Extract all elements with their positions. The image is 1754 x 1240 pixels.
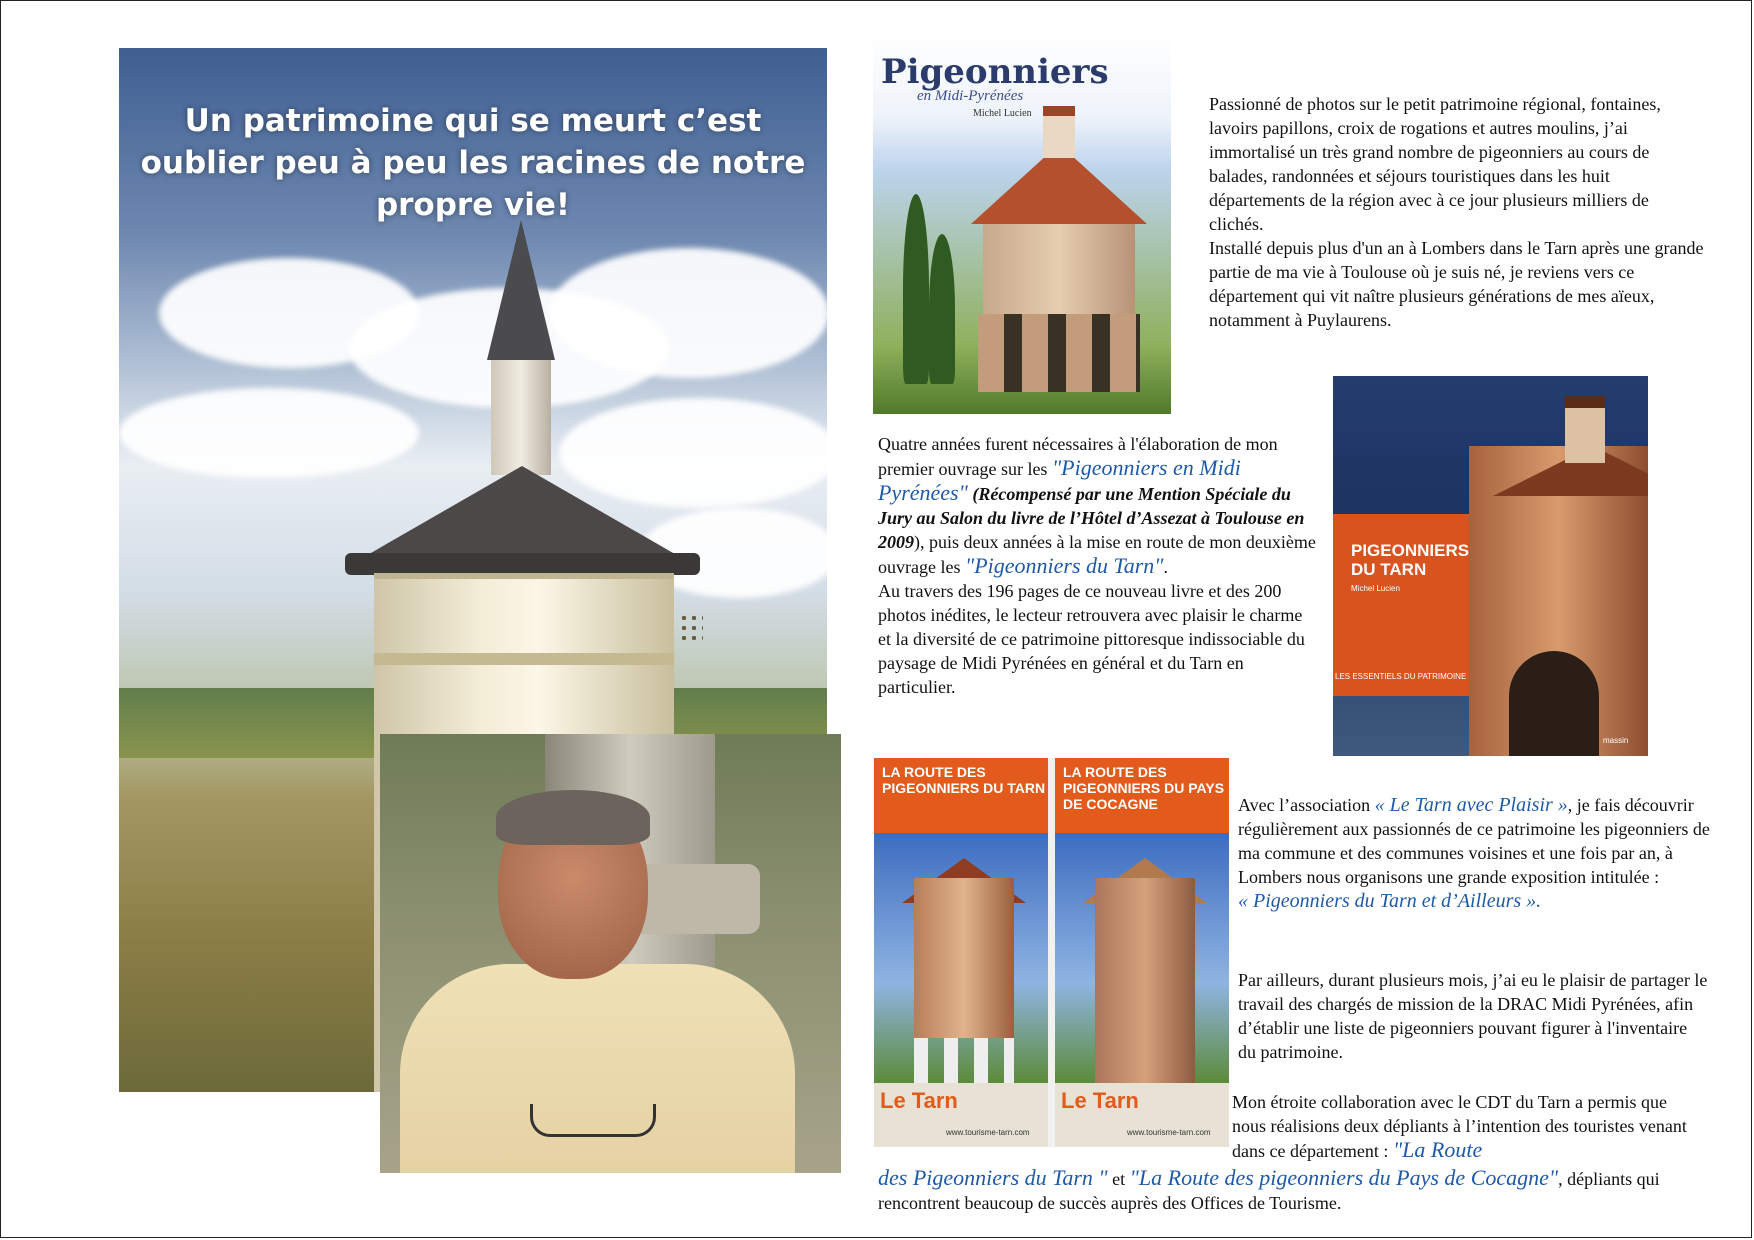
leaflet-cocagne-logo: Le Tarn	[1061, 1088, 1139, 1113]
book-cover-tarn	[1333, 376, 1648, 756]
leaflet-tarn	[874, 758, 1048, 1147]
intro-text-2: Installé depuis plus d'un an à Lombers dans le Tarn après une grande partie de ma vie à Toulouse où je suis né, je reviens vers ce département qui vit naître plusieurs générations de mes aïeux, notamment à Puylaurens.	[1209, 238, 1704, 330]
leaflets-image	[874, 758, 1229, 1147]
cover2-collection: LES ESSENTIELS DU PATRIMOINE	[1335, 672, 1467, 681]
cdt-et: et	[1107, 1169, 1130, 1189]
books-text-d: Au travers des 196 pages de ce nouveau livre et des 200 photos inédites, le lecteur retrouvera avec plaisir le charme et la diversité de ce patrimoine pittoresque indissociable du paysage de Midi Pyrénées en général et du Tarn en particulier.	[878, 581, 1305, 697]
cdt-paragraph	[1232, 1090, 1702, 1163]
cover1-author: Michel Lucien	[973, 108, 1032, 119]
award-text: (Récompensé par une Mention Spéciale du Jury au Salon du livre de l’Hôtel d’Assezat à Toulouse en 2009	[878, 484, 1305, 552]
association-name: « Le Tarn avec Plaisir »	[1374, 794, 1568, 816]
intro-text-1: Passionné de photos sur le petit patrimoine régional, fontaines, lavoirs papillons, croix de rogations et autres moulins, j’ai immortalisé un très grand nombre de pigeonniers au cours de balades, randonnées et séjours touristiques dans les huit départements de la région avec à ce jour plusieurs milliers de clichés.	[1209, 94, 1661, 234]
books-paragraph	[878, 432, 1318, 699]
drac-paragraph: Par ailleurs, durant plusieurs mois, j’ai eu le plaisir de partager le travail des chargés de mission de la DRAC Midi Pyrénées, afin d’établir une liste de pigeonniers pouvant figurer à l'inventaire du patrimoine.	[1238, 970, 1708, 1062]
poster-headline: Un patrimoine qui se meurt c’est oublier peu à peu les racines de notre propre vie!	[140, 103, 806, 223]
leaflet-title-1a: "La Route	[1392, 1137, 1483, 1162]
cover2-publisher: massin	[1603, 736, 1629, 745]
leaflet-tarn-url: www.tourisme-tarn.com	[946, 1128, 1030, 1137]
cdt-text-a: Mon étroite collaboration avec le CDT du Tarn a permis que nous réalisions deux dépliants à l’intention des touristes venant dans ce département :	[1232, 1092, 1687, 1161]
book-title-midi-pyrenees: "Pigeonniers en Midi Pyrénées"	[878, 455, 1241, 505]
books-text-b: ), puis deux années à la mise en route de mon deuxième ouvrage les	[878, 532, 1316, 577]
cover2-author: Michel Lucien	[1351, 584, 1400, 593]
cover1-title: Pigeonniers	[881, 52, 1109, 92]
assoc-text-a: Avec l’association	[1238, 795, 1375, 815]
association-paragraph	[1238, 793, 1718, 913]
leaflet-cocagne	[1055, 758, 1229, 1147]
book-cover-midi-pyrenees	[873, 34, 1171, 414]
book-title-tarn: "Pigeonniers du Tarn"	[964, 553, 1164, 578]
intro-paragraph	[1209, 92, 1704, 332]
exhibition-title: « Pigeonniers du Tarn et d’Ailleurs ».	[1238, 890, 1542, 912]
leaflet-tarn-title: LA ROUTE DES PIGEONNIERS DU TARN	[882, 764, 1046, 796]
leaflet-cocagne-title: LA ROUTE DES PIGEONNIERS DU PAYS DE COCAGNE	[1063, 764, 1225, 812]
assoc-text-b: , je fais découvrir régulièrement aux passionnés de ce patrimoine les pigeonniers de ma commune et des communes voisines et une fois par an, à Lombers nous organisons une grande exposition intitulée :	[1238, 795, 1710, 887]
cdt-paragraph-cont	[878, 1166, 1678, 1215]
cover1-subtitle: en Midi-Pyrénées	[917, 88, 1024, 104]
leaflet-title-2: "La Route des pigeonniers du Pays de Cocagne"	[1129, 1165, 1559, 1190]
leaflet-cocagne-url: www.tourisme-tarn.com	[1127, 1128, 1211, 1137]
cdt-text-b: , dépliants qui rencontrent beaucoup de succès auprès des Offices de Tourisme.	[878, 1169, 1660, 1213]
cover2-title: PIGEONNIERS DU TARN	[1351, 541, 1470, 579]
author-portrait	[380, 734, 841, 1173]
leaflet-tarn-logo: Le Tarn	[880, 1088, 958, 1113]
books-text-a: Quatre années furent nécessaires à l'élaboration de mon premier ouvrage sur les	[878, 434, 1278, 479]
leaflet-title-1b: des Pigeonniers du Tarn "	[878, 1165, 1108, 1190]
books-text-c: .	[1163, 557, 1169, 577]
